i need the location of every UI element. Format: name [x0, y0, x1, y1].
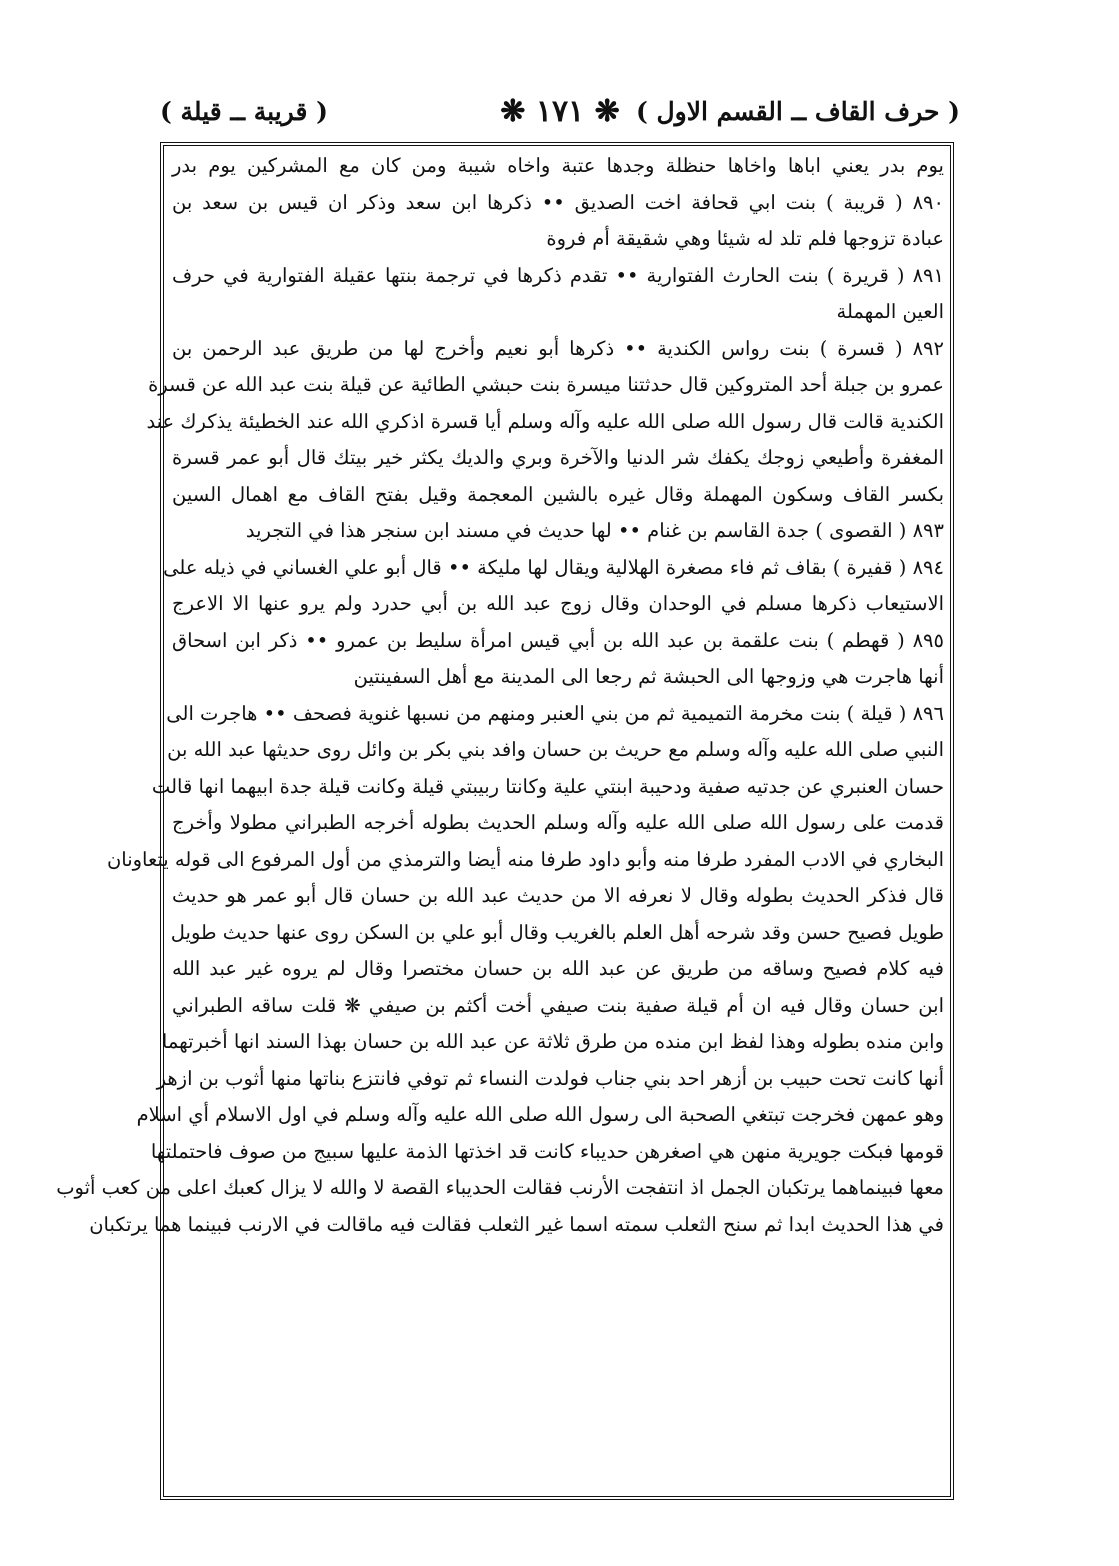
text-line: حسان العنبري عن جدتيه صفية ودحيبة ابنتي علية وكانتا ربيبتي قيلة وكانت قيلة جدة ابيهما انها قالت [151, 774, 944, 798]
text-line: الاستيعاب ذكرها مسلم في الوحدان وقال زوج عبد الله بن أبي حدرد ولم يرو عنها الا الاعرج [172, 592, 944, 615]
text-line: النبي صلى الله عليه وآله وسلم مع حريث بن حسان وافد بني بكر بن وائل روى حديثها عبد الله بن [167, 738, 944, 761]
page-number: ❋ ١٧١ ❋ [500, 94, 620, 129]
entry-range-heading: ( قريبة ــ قيلة ) [160, 97, 328, 126]
text-line: طويل فصيح حسن وقد شرحه أهل العلم بالغريب وقال أبو علي بن السكن روى عنها حديث طويل [170, 920, 944, 944]
text-line: فيه كلام فصيح وساقه من طريق عن عبد الله بن حسان مختصرا وقال لم يروه غير عبد الله [172, 957, 944, 980]
text-line: العين المهملة [836, 300, 944, 323]
text-line: ٨٩٠ ( قريبة ) بنت ابي قحافة اخت الصديق •• ذكرها ابن سعد وذكر ان قيس بن سعد بن [172, 190, 944, 214]
text-line: ٨٩٤ ( قفيرة ) بقاف ثم فاء مصغرة الهلالية ويقال لها مليكة •• قال أبو علي الغساني في ذيله على [163, 555, 944, 579]
text-line: في هذا الحديث ابدا ثم سنح الثعلب سمته اسما غير الثعلب فقالت فيه ماقالت في الارنب فبينما هما يرتكبان [89, 1212, 944, 1236]
text-line: ٨٩٥ ( قهطم ) بنت علقمة بن عبد الله بن أبي قيس امرأة سليط بن عمرو •• ذكر ابن اسحاق [172, 628, 944, 652]
page-body [56, 148, 944, 1496]
text-line: الكندية قالت قال رسول الله صلى الله عليه وآله وسلم أيا قسرة اذكري الله عند الخطيئة يذكرك عند [146, 409, 944, 433]
text-line: معها فبينماهما يرتكبان الجمل اذ انتفجت الأرنب فقالت الحديباء القصة لا والله لا يزال كعبك اعلى من كعب أثوب [56, 1176, 944, 1199]
text-line: المغفرة وأطيعي زوجك يكفك شر الدنيا والآخرة وبري والديك يكثر خير بيتك قال أبو عمر قسرة [172, 446, 944, 469]
text-line: أنها كانت تحت حبيب بن أزهر احد بني جناب فولدت النساء ثم توفي فانتزع بناتها منها أثوب بن ازهر [156, 1066, 944, 1090]
text-line: عمرو بن جبلة أحد المتروكين قال حدثتنا ميسرة بنت حبشي الطائية عن قيلة بنت عبد الله عن قسرة [148, 373, 944, 396]
text-line: أنها هاجرت هي وزوجها الى الحبشة ثم رجعا الى المدينة مع أهل السفينتين [353, 665, 944, 688]
text-line: يوم بدر يعني اباها واخاها حنظلة وجدها عتبة واخاه شيبة ومن كان مع المشركين يوم بدر [172, 154, 944, 177]
text-line: عبادة تزوجها فلم تلد له شيئا وهي شقيقة أم فروة [546, 227, 944, 250]
text-line: ابن حسان وقال فيه ان أم قيلة صفية بنت صيفي أخت أكثم بن صيفي ❋ قلت ساقه الطبراني [172, 993, 944, 1017]
page-header [160, 92, 960, 132]
text-line: ٨٩٣ ( القصوى ) جدة القاسم بن غنام •• لها حديث في مسند ابن سنجر هذا في التجريد [245, 519, 944, 542]
text-line: البخاري في الادب المفرد طرفا منه وأبو داود طرفا منه أيضا والترمذي من أول المرفوع الى قوله يتعاونان [106, 847, 944, 871]
text-line: وابن منده بطوله وهذا لفظ ابن منده من طرق ثلاثة عن عبد الله بن حسان بهذا السند انها أخبرتهما [161, 1030, 944, 1053]
text-line: بكسر القاف وسكون المهملة وقال غيره بالشين المعجمة وقيل بفتح القاف مع اهمال السين [172, 482, 944, 506]
text-line: ٨٩١ ( قريرة ) بنت الحارث الفتوارية •• تقدم ذكرها في ترجمة بنتها عقيلة الفتوارية في حرف [172, 263, 944, 287]
text-line: قومها فبكت جويرية منهن هي اصغرهن حديباء كانت قد اخذتها الذمة عليها سبيج من صوف فاحتملتها [150, 1139, 944, 1163]
text-line: وهو عمهن فخرجت تبتغي الصحبة الى رسول الله صلى الله عليه وآله وسلم في اول الاسلام أي اسلام [136, 1103, 944, 1126]
text-line: ٨٩٦ ( قيلة ) بنت مخرمة التميمية ثم من بني العنبر ومنهم من نسبها غنوية فصحف •• هاجرت الى [166, 701, 944, 725]
text-line: ٨٩٢ ( قسرة ) بنت رواس الكندية •• ذكرها أبو نعيم وأخرج لها من طريق عبد الرحمن بن [172, 336, 944, 360]
text-line: قدمت على رسول الله صلى الله عليه وآله وسلم الحديث بطوله أخرجه الطبراني مطولا وأخرج [172, 811, 944, 834]
text-line: قال فذكر الحديث بطوله وقال لا نعرفه الا من حديث عبد الله بن حسان قال أبو عمر هو حديث [172, 884, 944, 907]
section-heading: ( حرف القاف ــ القسم الاول ) [635, 97, 960, 126]
